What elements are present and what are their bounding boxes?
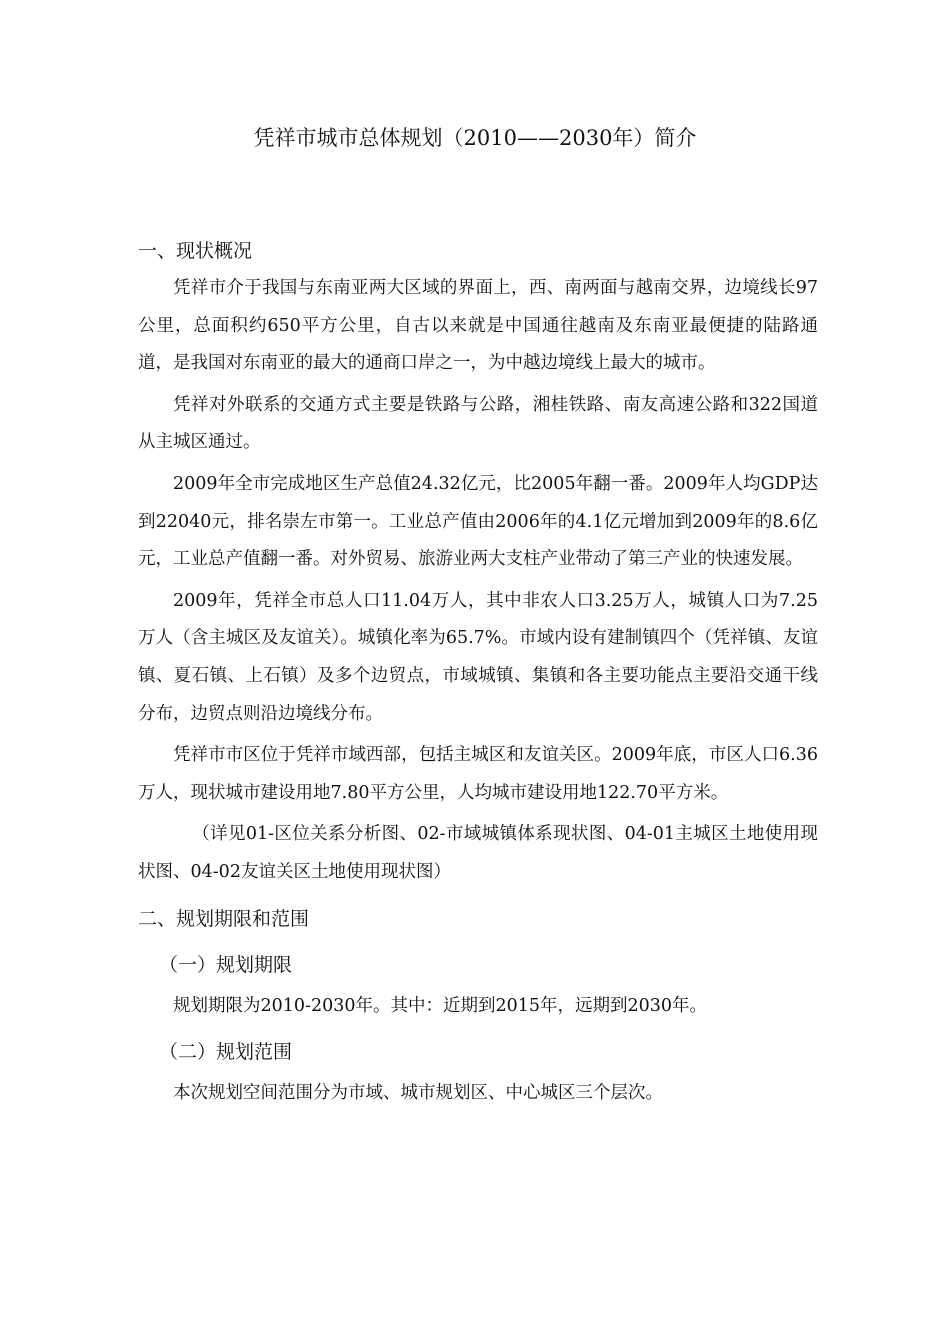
document-title: 凭祥市城市总体规划（2010——2030年）简介 [253,126,697,150]
paragraph-location: 凭祥市介于我国与东南亚两大区域的界面上，西、南两面与越南交界，边境线长97公里，总面积约650平方公里，自古以来就是中国通往越南及东南亚最便捷的陆路通道，是我国对东南亚的最大的通商口岸之一，为中越边境线上最大的城市。 [138,278,818,374]
paragraph-population: 2009年，凭祥全市总人口11.04万人，其中非农人口3.25万人，城镇人口为7.25万人（含主城区及友谊关）。城镇化率为65.7%。市域内设有建制镇四个（凭祥镇、友谊镇、夏石镇、上石镇）及多个边贸点，市域城镇、集镇和各主要功能点主要沿交通干线分布，边贸点则沿边境线分布。 [138,590,818,724]
paragraph-economy: 2009年全市完成地区生产总值24.32亿元，比2005年翻一番。2009年人均GDP达到22040元，排名崇左市第一。工业总产值由2006年的4.1亿元增加到2009年的8.6亿元，工业总产值翻一番。对外贸易、旅游业两大支柱产业带动了第三产业的快速发展。 [138,473,818,570]
paragraph-transport: 凭祥对外联系的交通方式主要是铁路与公路，湘桂铁路、南友高速公路和322国道从主城区通过。 [138,394,818,453]
paragraph-urban-area: 凭祥市市区位于凭祥市域西部，包括主城区和友谊关区。2009年底，市区人口6.36万人，现状城市建设用地7.80平方公里，人均城市建设用地122.70平方米。 [138,745,818,803]
section-heading-period-scope: 二、规划期限和范围 [138,907,310,930]
section-heading-status: 一、现状概况 [138,240,253,262]
subsection-heading-period: （一）规划期限 [159,953,293,976]
subsection-heading-scope: （二）规划范围 [159,1041,293,1064]
document-body [138,232,818,1113]
paragraph-figure-reference: （详见01-区位关系分析图、02-市域城镇体系现状图、04-01主城区土地使用现状图、04-02友谊关区土地使用现状图） [138,824,818,882]
paragraph-period: 规划期限为2010-2030年。其中：近期到2015年，远期到2030年。 [173,995,708,1016]
paragraph-scope: 本次规划空间范围分为市域、城市规划区、中心城区三个层次。 [173,1083,663,1104]
